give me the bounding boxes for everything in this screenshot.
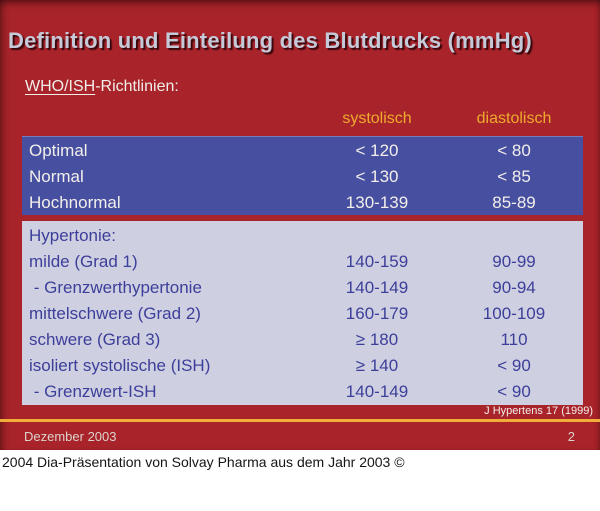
cell-syst: < 130: [355, 167, 399, 186]
cell-syst: 160-179: [345, 304, 409, 323]
table-row: [22, 301, 583, 327]
cell-label: Normal: [29, 167, 84, 186]
guidelines-acronym: WHO/ISH: [25, 78, 96, 95]
table-section-heading: Hypertonie:: [29, 226, 116, 245]
cell-diast: 110: [500, 330, 528, 349]
column-header-systolic: systolisch: [342, 110, 412, 127]
table-row: [22, 138, 583, 164]
cell-syst: 140-149: [345, 382, 409, 401]
column-header-diastolic: diastolisch: [476, 110, 552, 127]
table-row: [22, 353, 583, 379]
cell-syst: 130-139: [345, 193, 409, 212]
column-headers: [22, 106, 583, 132]
cell-label: - Grenzwert-ISH: [29, 382, 157, 401]
cell-syst: 140-149: [345, 278, 409, 297]
cell-diast: 85-89: [492, 193, 536, 212]
guidelines-suffix: -Richtlinien:: [95, 78, 179, 95]
cell-label: Hochnormal: [29, 193, 121, 212]
cell-syst: 140-159: [345, 252, 409, 271]
cell-diast: 90-94: [492, 278, 536, 297]
table-row: [22, 249, 583, 275]
table-row: [22, 327, 583, 353]
cell-label: schwere (Grad 3): [29, 330, 161, 349]
cell-syst: ≥ 180: [355, 330, 399, 349]
cell-syst: ≥ 140: [355, 356, 399, 375]
slide-footer: [0, 422, 600, 450]
cell-diast: < 85: [497, 167, 531, 186]
footer-date: Dezember 2003: [24, 429, 117, 444]
table-row: [22, 164, 583, 190]
guidelines-label: [25, 78, 179, 96]
cell-diast: < 90: [497, 382, 531, 401]
cell-diast: < 90: [497, 356, 531, 375]
table-section-heading-row: [22, 223, 583, 249]
source-citation: J Hypertens 17 (1999): [484, 405, 593, 417]
footer-page-number: 2: [567, 429, 575, 444]
cell-label: milde (Grad 1): [29, 252, 138, 271]
cell-label: isoliert systolische (ISH): [29, 356, 211, 375]
caption: 2004 Dia-Präsentation von Solvay Pharma aus dem Jahr 2003 ©: [2, 454, 405, 470]
cell-diast: 90-99: [492, 252, 536, 271]
hypertension-table: [22, 221, 583, 405]
cell-syst: < 120: [355, 141, 399, 160]
cell-label: mittelschwere (Grad 2): [29, 304, 201, 323]
cell-label: - Grenzwerthypertonie: [29, 278, 202, 297]
table-row: [22, 275, 583, 301]
cell-diast: < 80: [497, 141, 531, 160]
table-row: [22, 379, 583, 405]
slide-title: Definition und Einteilung des Blutdrucks (mmHg): [8, 28, 532, 53]
cell-diast: 100-109: [482, 304, 546, 323]
table-row: [22, 190, 583, 216]
cell-label: Optimal: [29, 141, 88, 160]
normal-values-table: [22, 136, 583, 215]
